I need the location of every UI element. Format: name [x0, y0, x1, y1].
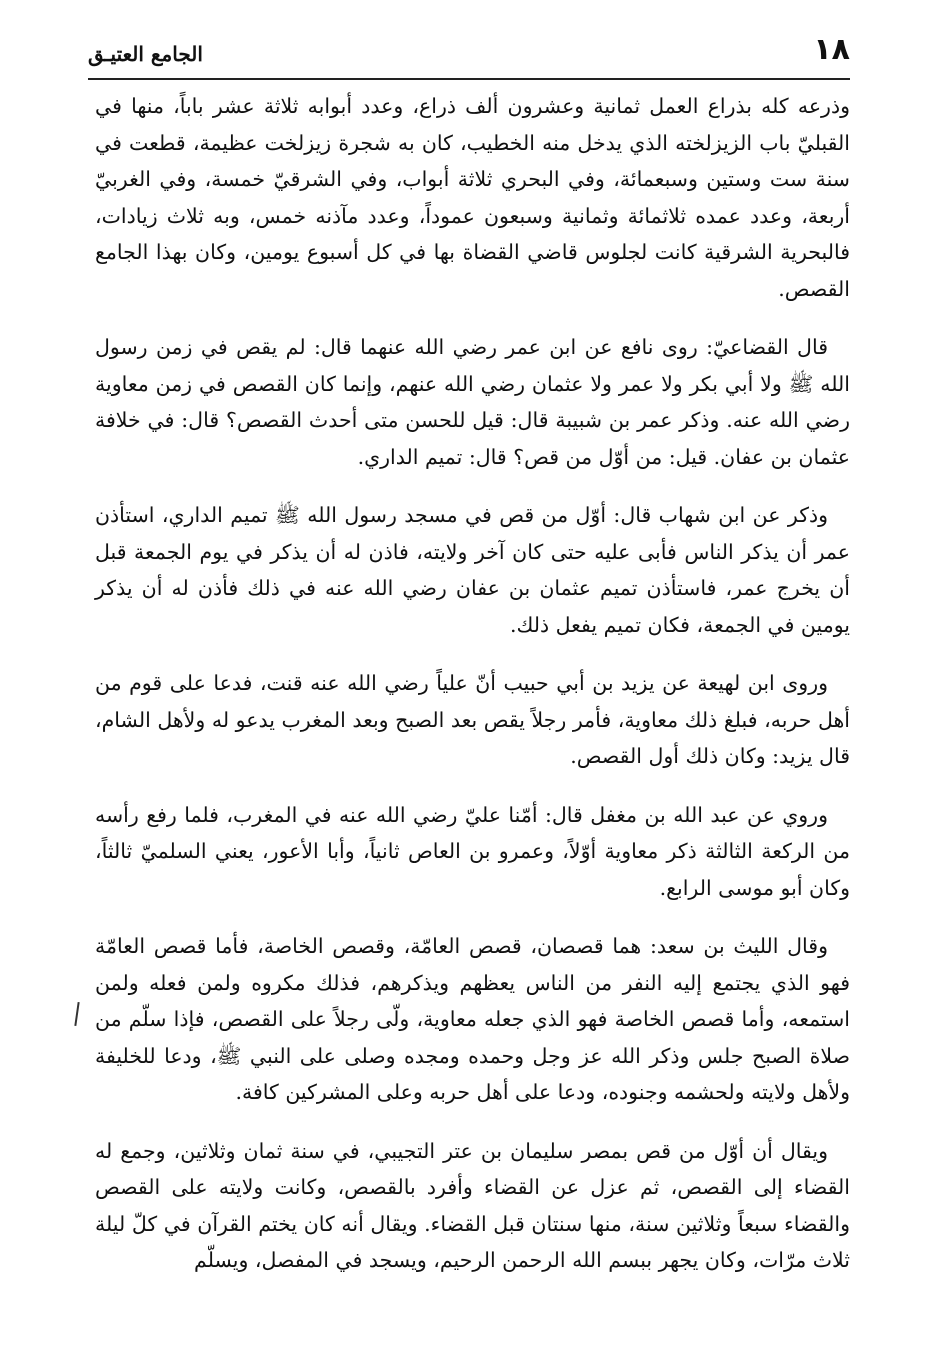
page-number: ١٨	[813, 32, 850, 67]
body-text	[95, 88, 850, 1301]
page-header	[88, 28, 850, 80]
paragraph: وروى ابن لهيعة عن يزيد بن أبي حبيب أنّ علياً رضي الله عنه قنت، فدعا على قوم من أهل حربه، فبلغ ذلك معاوية، فأمر رجلاً يقص بعد الصبح وبعد المغرب يدعو له ولأهل الشام، قال يزيد: وكان ذلك أول القصص.	[95, 671, 850, 768]
paragraph: ويقال أن أوّل من قص بمصر سليمان بن عتر التجيبي، في سنة ثمان وثلاثين، وجمع له القضاء إلى القصص، ثم عزل عن القضاء وأفرد بالقصص، وكانت ولايته على القصص والقضاء سبعاً وثلاثين سنة، منها سنتان قبل القضاء. ويقال أنه كان يختم القرآن في كلّ ليلة ثلاث مرّات، وكان يجهر ببسم الله الرحمن الرحيم، ويسجد في المفصل، ويسلّم	[95, 1138, 850, 1272]
paragraph: قال القضاعيّ: روى نافع عن ابن عمر رضي الله عنهما قال: لم يقص في زمن رسول الله ﷺ ولا أبي بكر ولا عمر ولا عثمان رضي الله عنهم، وإنما كان القصص في زمن معاوية رضي الله عنه. وذكر عمر بن شبيبة قال: قيل للحسن متى أحدث القصص؟ قال: في خلافة عثمان بن عفان. قيل: من أوّل من قص؟ قال: تميم الداري.	[95, 335, 850, 469]
margin-pen-mark	[74, 1002, 79, 1026]
paragraph: وذرعه كله بذراع العمل ثمانية وعشرون ألف ذراع، وعدد أبوابه ثلاثة عشر باباً، منها في القبليّ باب الزيزلخته الذي يدخل منه الخطيب، كان به شجرة زيزلخت عظيمة، قطعت في سنة ست وستين وسبعمائة، وفي البحري ثلاثة أبواب، وفي الشرقيّ خمسة، وفي الغربيّ أربعة، وعدد عمده ثلاثمائة وثمانية وسبعون عموداً، وعدد مآذنه خمس، وبه ثلاث زيادات، فالبحرية الشرقية كانت لجلوس قاضي القضاة بها في كل أسبوع يومين، وكان بهذا الجامع القصص.	[95, 94, 850, 301]
running-title: الجامع العتيـق	[88, 42, 203, 66]
paragraph: وذكر عن ابن شهاب قال: أوّل من قص في مسجد رسول الله ﷺ تميم الداري، استأذن عمر أن يذكر الناس فأبى عليه حتى كان آخر ولايته، فاذن له أن يذكر في يوم الجمعة قبل أن يخرج عمر، فاستأذن تميم عثمان بن عفان رضي الله عنه في ذلك فأذن له أن يذكر يومين في الجمعة، فكان تميم يفعل ذلك.	[95, 503, 850, 637]
paragraph: وقال الليث بن سعد: هما قصصان، قصص العامّة، وقصص الخاصة، فأما قصص العامّة فهو الذي يجتمع إليه النفر من الناس يعظهم ويذكرهم، فذلك مكروه ولمن فعله ولمن استمعه، وأما قصص الخاصة فهو الذي جعله معاوية، ولّى رجلاً على القصص، فإذا سلّم من صلاة الصبح جلس وذكر الله عز وجل وحمده ومجده وصلى على النبي ﷺ، ودعا للخليفة ولأهل ولايته ولحشمه وجنوده، ودعا على أهل حربه وعلى المشركين كافة.	[95, 934, 850, 1104]
paragraph: وروي عن عبد الله بن مغفل قال: أمّنا عليّ رضي الله عنه في المغرب، فلما رفع رأسه من الركعة الثالثة ذكر معاوية أوّلاً، وعمرو بن العاص ثانياً، وأبا الأعور، يعني السلميّ ثالثاً، وكان أبو موسى الرابع.	[95, 802, 850, 900]
